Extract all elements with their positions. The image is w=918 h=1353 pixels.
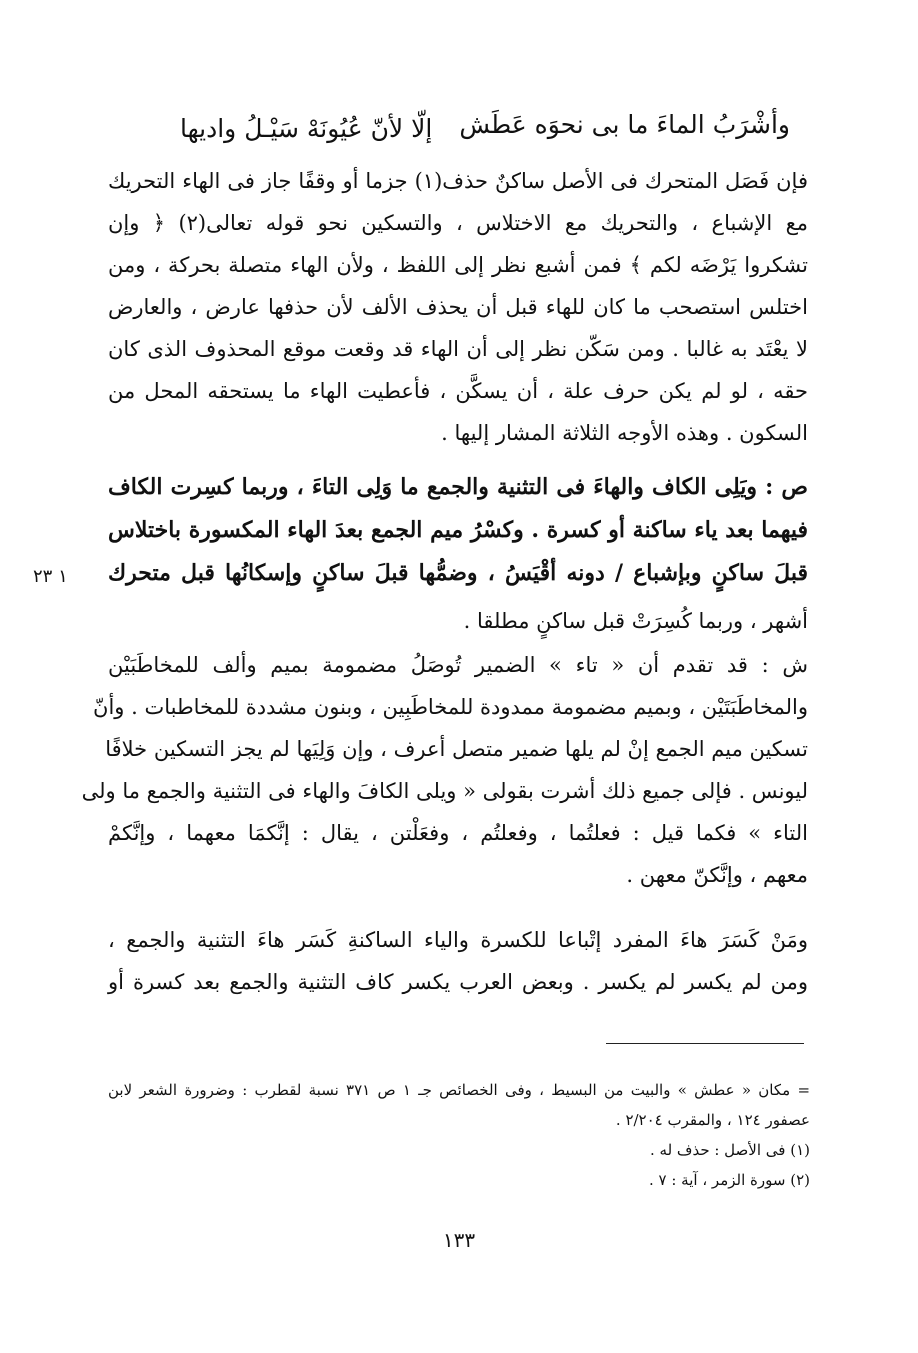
text-line: معهم ، وإنَّكنّ معهن . [626, 863, 808, 887]
text-line: حقه ، لو لم يكن حرف علة ، أن يسكَّن ، فأعطيت الهاء ما يستحقه المحل من [108, 379, 808, 403]
text-line: تسكين ميم الجمع إنْ لم يلها ضمير متصل أعرف ، وإن وَلِيَها لم يجز التسكين خلافًا [105, 737, 808, 761]
text-line: ش : قد تقدم أن « تاء » الضمير تُوصَلُ مضمومة بميم وألف للمخاطَبَيْن [108, 653, 808, 677]
text-line: التاء » فكما قيل : فعلتُما ، وفعلتُم ، وفعَلْتن ، يقال : إنَّكمَا معهما ، وإنَّكمْ [108, 821, 808, 845]
text-line: أشهر ، وربما كُسِرَتْ قبل ساكنٍ مطلقا . [463, 609, 808, 633]
footnote-1: (١) فى الأصل : حذف له . [649, 1141, 810, 1159]
margin-page-reference: ١ ٢٣ [33, 566, 68, 587]
footnote-line: عصفور ١٢٤ ، والمقرب ٢/٢٠٤ . [615, 1111, 810, 1129]
verse-second-hemistich: إلّا لأنّ عُيُونَهْ سَيْـلُ واديها [180, 114, 433, 143]
text-line: السكون . وهذه الأوجه الثلاثة المشار إليها . [441, 421, 808, 445]
verse-first-hemistich: وأشْرَبُ الماءَ ما بى نحوَه عَطَش [459, 110, 790, 139]
footnote-separator [606, 1043, 804, 1044]
matn-continuation [108, 600, 808, 642]
text-line: مع الإشباع ، والتحريك مع الاختلاس ، والتسكين نحو قوله تعالى(٢) ﴿ وإن [108, 211, 808, 235]
matn-line: قبلَ ساكنٍ وبإشباع / دونه أقْيَسُ ، وضمُّها قبلَ ساكنٍ وإسكانُها قبل متحرك [108, 560, 808, 586]
poetry-verse [150, 110, 790, 154]
footnote-line: = مكان « عطش » والبيت من البسيط ، وفى الخصائص جـ ١ ص ٣٧١ نسبة لقطرب : وضرورة الشعر لابن [108, 1081, 811, 1099]
text-line: ليونس . فإلى جميع ذلك أشرت بقولى « ويلى الكافَ والهاء فى التثنية والجمع ما ولى [81, 779, 808, 803]
commentary-paragraph [108, 160, 808, 454]
text-line: فإن فَصَل المتحرك فى الأصل ساكنٌ حذف(١) جزما أو وقفًا جاز فى الهاء التحريك [108, 169, 808, 193]
text-line: اختلس استصحب ما كان للهاء قبل أن يحذف الألف لأن حذفها عارض ، والعارض [108, 295, 808, 319]
text-line: ومن لم يكسر لم يكسر . وبعض العرب يكسر كاف التثنية والجمع بعد كسرة أو [108, 970, 808, 994]
footnote-2: (٢) سورة الزمر ، آية : ٧ . [648, 1171, 810, 1189]
text-line: ومَنْ كَسَرَ هاءَ المفرد إتْباعا للكسرة والياء الساكنةِ كَسَر هاءَ التثنية والجمع ، [108, 928, 808, 952]
matn-paragraph [108, 466, 808, 595]
commentary-paragraph [108, 919, 808, 1003]
footnotes [108, 1075, 810, 1195]
page-number: ١٣٣ [442, 1228, 476, 1252]
matn-line: ص : ويَلِى الكاف والهاءَ فى التثنية والجمع ما وَلِى التاءَ ، وربما كسِرت الكاف [108, 474, 808, 500]
text-line: والمخاطَبَتَيْن ، وبميم مضمومة ممدودة للمخاطَبِين ، وبنون مشددة للمخاطبات . وأنّ [93, 695, 808, 719]
sharh-paragraph [81, 644, 808, 896]
text-line: لا يعْتَد به غالبا . ومن سَكّن نظر إلى أن الهاء قد وقعت موقع المحذوف الذى كان [108, 337, 808, 361]
text-line: تشكروا يَرْضَه لكم ﴾ فمن أشبع نظر إلى اللفظ ، ولأن الهاء متصلة بحركة ، ومن [108, 253, 808, 277]
matn-line: فيهما بعد ياء ساكنة أو كسرة . وكسْرُ ميم الجمع بعدَ الهاء المكسورة باختلاس [108, 517, 808, 543]
